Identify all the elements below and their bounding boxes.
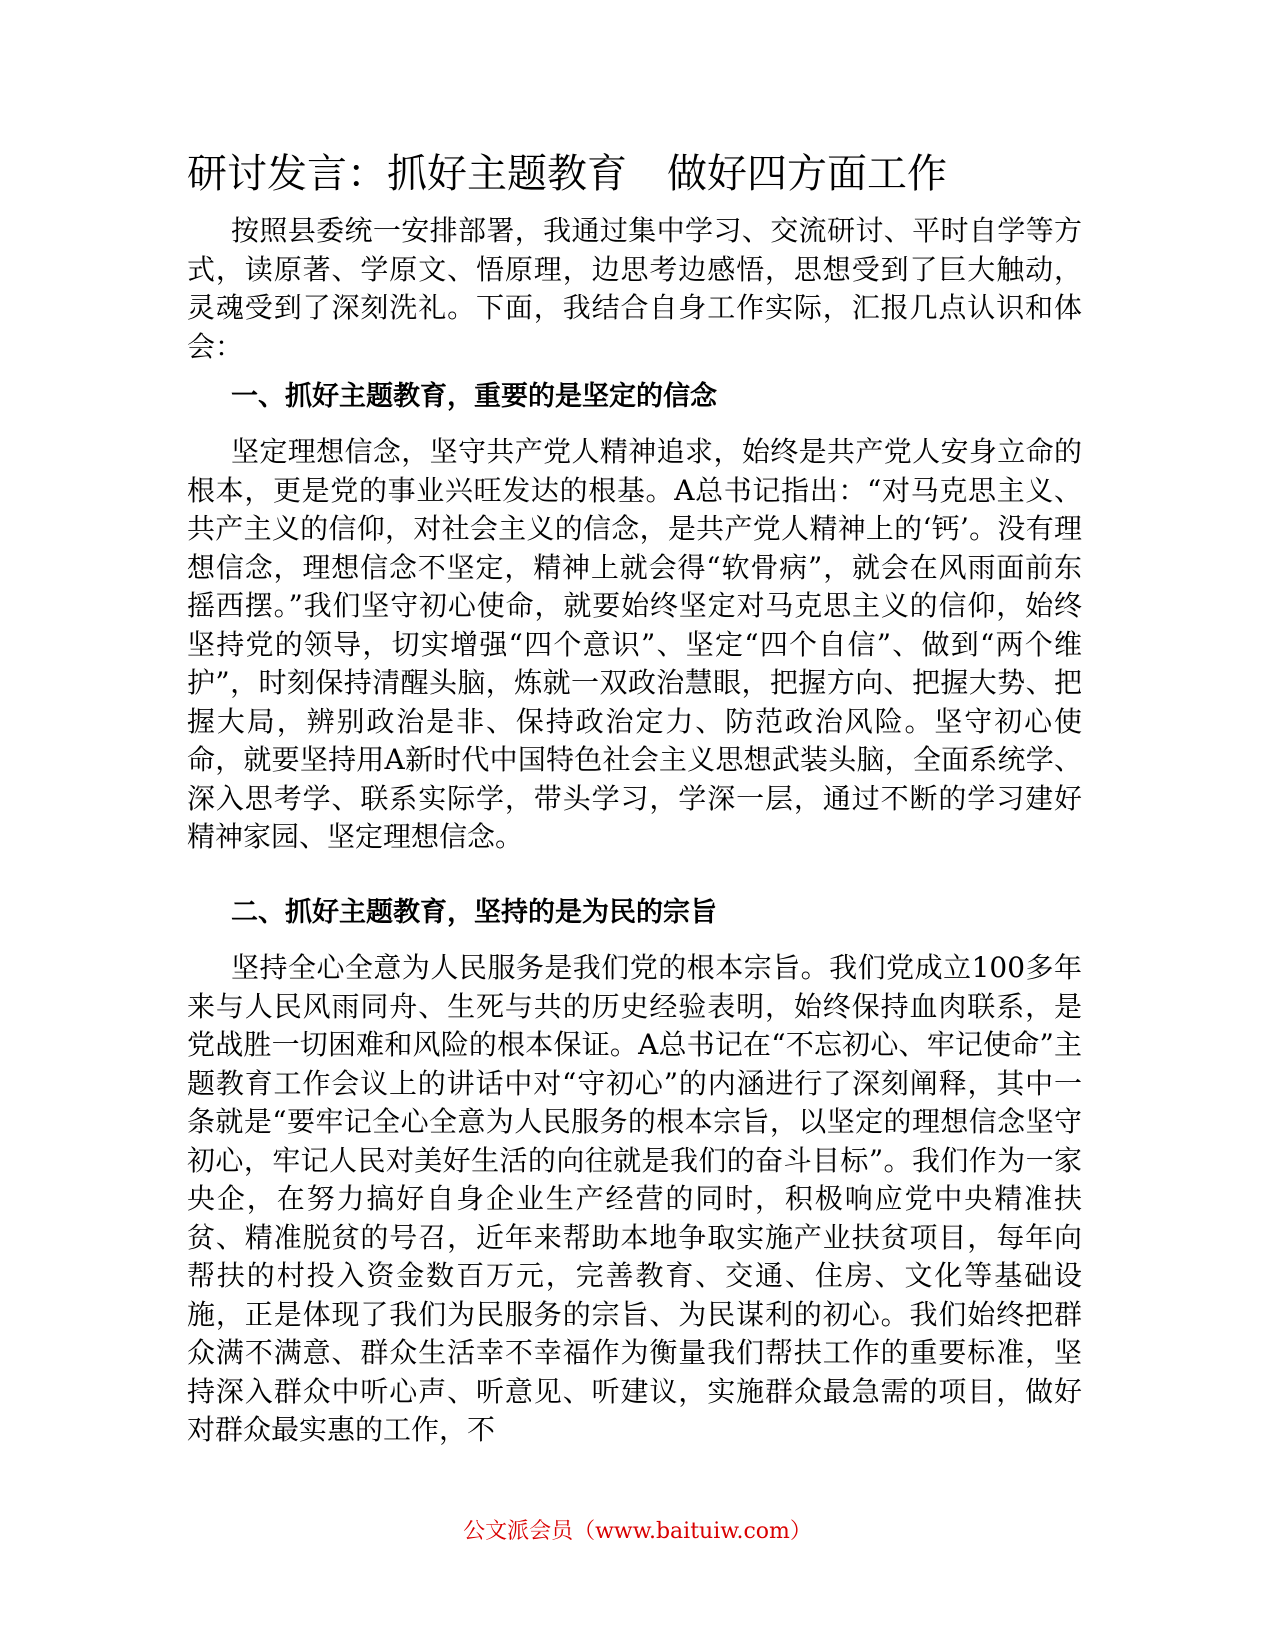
section-2-heading: 二、抓好主题教育，坚持的是为民的宗旨	[231, 897, 717, 928]
page-footer-watermark: 公文派会员（www.baituiw.com）	[463, 1519, 812, 1544]
title-main: 研讨发言：抓好主题教育	[187, 151, 627, 197]
intro-paragraph: 按照县委统一安排部署，我通过集中学习、交流研讨、平时自学等方式，读原著、学原文、悟原理，边思考边感悟，思想受到了巨大触动，灵魂受到了深刻洗礼。下面，我结合自身工作实际，汇报几点认识和体会：	[187, 214, 1082, 363]
document-title	[187, 146, 947, 202]
section-2-body	[187, 949, 1082, 1450]
section-1	[187, 378, 1082, 416]
title-sub: 做好四方面工作	[667, 151, 947, 197]
section-1-paragraph: 坚定理想信念，坚守共产党人精神追求，始终是共产党人安身立命的根本，更是党的事业兴旺发达的根基。A总书记指出：“对马克思主义、共产主义的信仰，对社会主义的信念，是共产党人精神上的‘钙’。没有理想信念，理想信念不坚定，精神上就会得“软骨病”，就会在风雨面前东摇西摆。”我们坚守初心使命，就要始终坚定对马克思主义的信仰，始终坚持党的领导，切实增强“四个意识”、坚定“四个自信”、做到“两个维护”，时刻保持清醒头脑，炼就一双政治慧眼，把握方向、把握大势、把握大局，辨别政治是非、保持政治定力、防范政治风险。坚守初心使命，就要坚持用A新时代中国特色社会主义思想武装头脑，全面系统学、深入思考学、联系实际学，带头学习，学深一层，通过不断的学习建好精神家园、坚定理想信念。	[187, 435, 1082, 853]
intro-block	[187, 212, 1082, 366]
section-2-paragraph: 坚持全心全意为人民服务是我们党的根本宗旨。我们党成立100多年来与人民风雨同舟、生死与共的历史经验表明，始终保持血肉联系，是党战胜一切困难和风险的根本保证。A总书记在“不忘初心、牢记使命”主题教育工作会议上的讲话中对“守初心”的内涵进行了深刻阐释，其中一条就是“要牢记全心全意为人民服务的根本宗旨，以坚定的理想信念坚守初心，牢记人民对美好生活的向往就是我们的奋斗目标”。我们作为一家央企，在努力搞好自身企业生产经营的同时，积极响应党中央精准扶贫、精准脱贫的号召，近年来帮助本地争取实施产业扶贫项目，每年向帮扶的村投入资金数百万元，完善教育、交通、住房、文化等基础设施，正是体现了我们为民服务的宗旨、为民谋利的初心。我们始终把群众满不满意、群众生活幸不幸福作为衡量我们帮扶工作的重要标准，坚持深入群众中听心声、听意见、听建议，实施群众最急需的项目，做好对群众最实惠的工作，不	[187, 951, 1082, 1446]
section-2	[187, 894, 1082, 932]
section-1-heading: 一、抓好主题教育，重要的是坚定的信念	[231, 381, 717, 412]
section-1-body	[187, 433, 1082, 857]
